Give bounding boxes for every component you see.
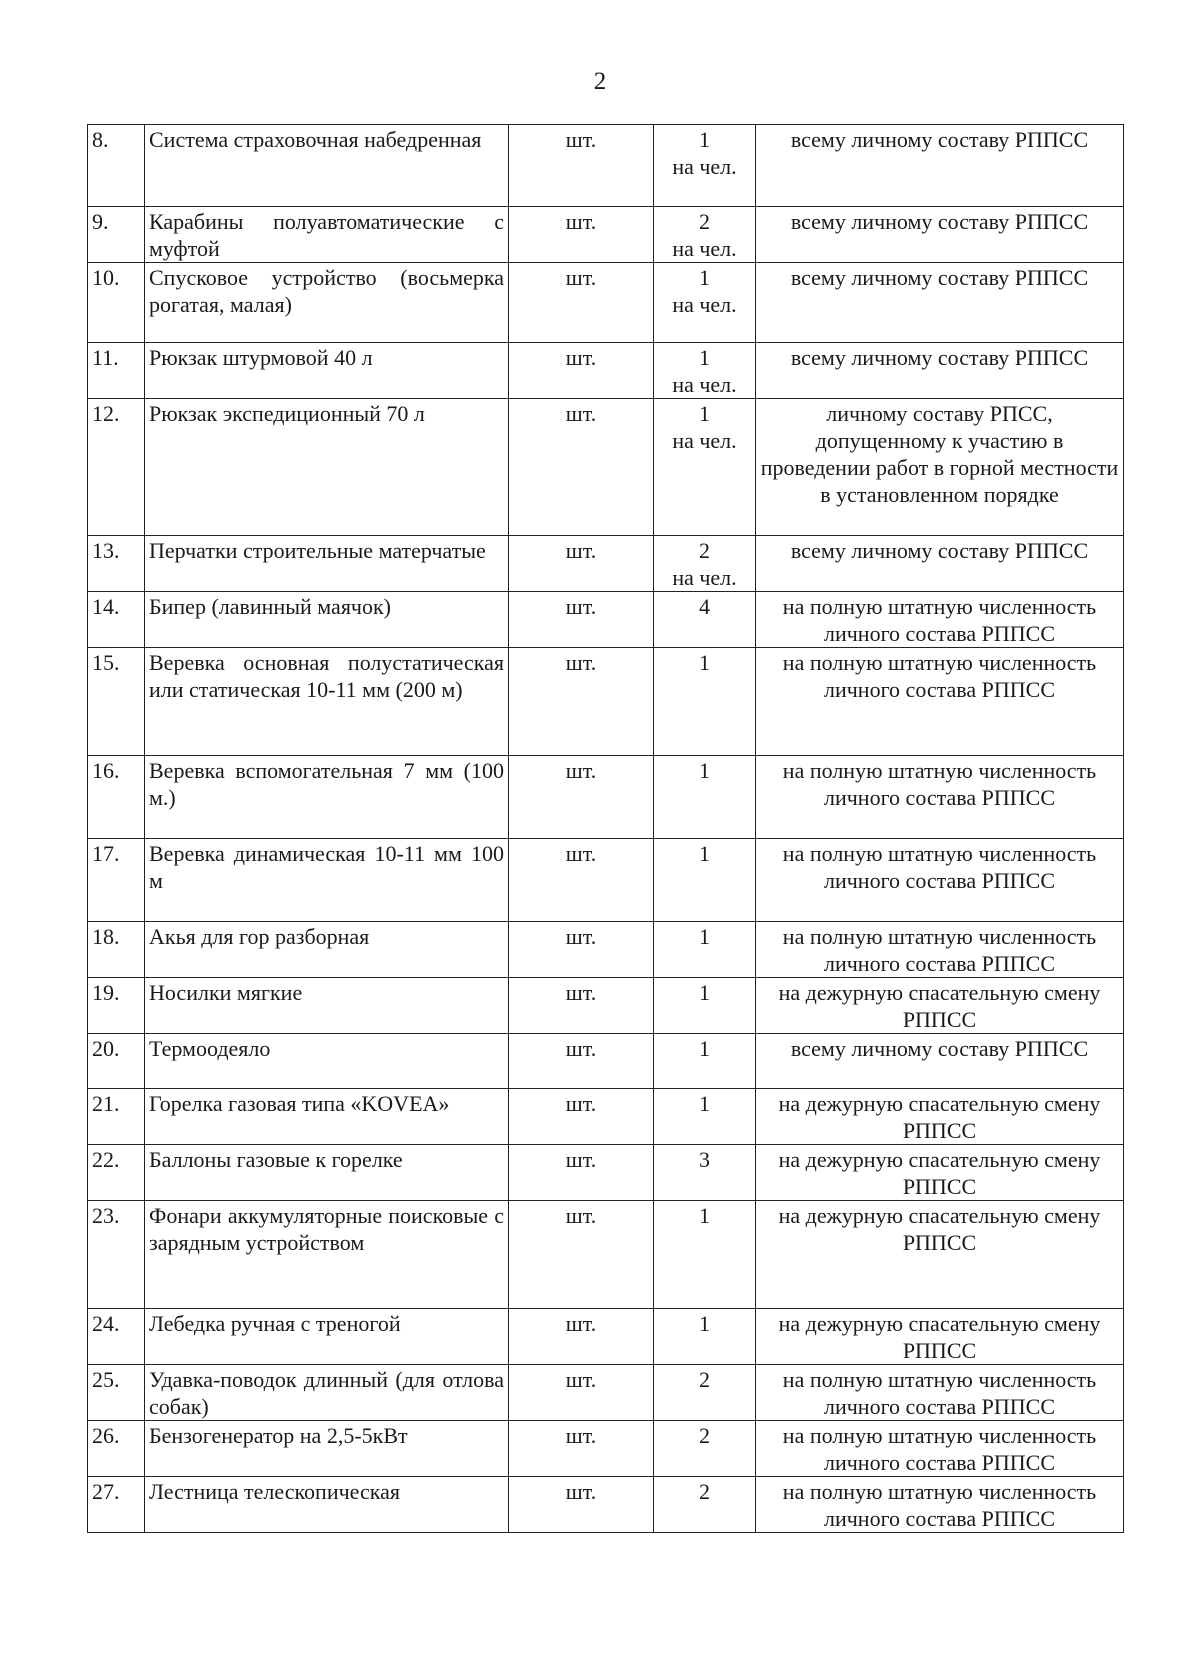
item-unit: шт. xyxy=(509,263,654,343)
item-name: Лестница телескопическая xyxy=(145,1477,509,1533)
item-allocation: всему личному составу РППСС xyxy=(756,343,1124,399)
row-number: 9. xyxy=(88,207,145,263)
table-row xyxy=(88,1201,1124,1309)
table-row xyxy=(88,1421,1124,1477)
item-name: Лебедка ручная с треногой xyxy=(145,1309,509,1365)
row-number: 26. xyxy=(88,1421,145,1477)
item-allocation: на полную штатную численность личного состава РППСС xyxy=(756,1365,1124,1421)
item-allocation: на полную штатную численность личного состава РППСС xyxy=(756,592,1124,648)
item-quantity: 4 xyxy=(654,592,756,648)
item-name: Акья для гор разборная xyxy=(145,922,509,978)
row-number: 23. xyxy=(88,1201,145,1309)
item-unit: шт. xyxy=(509,1034,654,1089)
item-quantity: 1 на чел. xyxy=(654,263,756,343)
item-allocation: на полную штатную численность личного состава РППСС xyxy=(756,1421,1124,1477)
row-number: 8. xyxy=(88,125,145,207)
item-quantity: 1 xyxy=(654,1309,756,1365)
item-allocation: на полную штатную численность личного состава РППСС xyxy=(756,922,1124,978)
item-name: Веревка динамическая 10-11 мм 100 м xyxy=(145,839,509,922)
item-unit: шт. xyxy=(509,1201,654,1309)
item-name: Перчатки строительные матерчатые xyxy=(145,536,509,592)
row-number: 24. xyxy=(88,1309,145,1365)
row-number: 12. xyxy=(88,399,145,536)
item-allocation: всему личному составу РППСС xyxy=(756,125,1124,207)
item-name: Удавка-поводок длинный (для отлова собак) xyxy=(145,1365,509,1421)
item-quantity: 3 xyxy=(654,1145,756,1201)
table-row xyxy=(88,1145,1124,1201)
item-name: Термоодеяло xyxy=(145,1034,509,1089)
item-allocation: на дежурную спасательную смену РППСС xyxy=(756,1089,1124,1145)
row-number: 25. xyxy=(88,1365,145,1421)
item-name: Спусковое устройство (восьмерка рогатая, малая) xyxy=(145,263,509,343)
item-quantity: 2 xyxy=(654,1365,756,1421)
item-allocation: всему личному составу РППСС xyxy=(756,1034,1124,1089)
table-row xyxy=(88,125,1124,207)
item-name: Веревка основная полустатическая или статическая 10-11 мм (200 м) xyxy=(145,648,509,756)
item-name: Горелка газовая типа «KOVEA» xyxy=(145,1089,509,1145)
item-name: Бензогенератор на 2,5-5кВт xyxy=(145,1421,509,1477)
item-unit: шт. xyxy=(509,125,654,207)
item-unit: шт. xyxy=(509,648,654,756)
table-row xyxy=(88,399,1124,536)
item-name: Система страховочная набедренная xyxy=(145,125,509,207)
item-unit: шт. xyxy=(509,343,654,399)
item-unit: шт. xyxy=(509,922,654,978)
item-allocation: на полную штатную численность личного состава РППСС xyxy=(756,839,1124,922)
item-unit: шт. xyxy=(509,399,654,536)
table-row xyxy=(88,1365,1124,1421)
item-allocation: всему личному составу РППСС xyxy=(756,263,1124,343)
equipment-table xyxy=(87,124,1124,1533)
item-name: Баллоны газовые к горелке xyxy=(145,1145,509,1201)
table-row xyxy=(88,207,1124,263)
table-row xyxy=(88,648,1124,756)
row-number: 10. xyxy=(88,263,145,343)
item-quantity: 1 на чел. xyxy=(654,343,756,399)
row-number: 27. xyxy=(88,1477,145,1533)
item-quantity: 2 xyxy=(654,1421,756,1477)
item-name: Рюкзак штурмовой 40 л xyxy=(145,343,509,399)
item-quantity: 2 на чел. xyxy=(654,536,756,592)
item-name: Рюкзак экспедиционный 70 л xyxy=(145,399,509,536)
item-quantity: 1 xyxy=(654,1034,756,1089)
item-quantity: 1 на чел. xyxy=(654,125,756,207)
item-unit: шт. xyxy=(509,1477,654,1533)
table-row xyxy=(88,922,1124,978)
row-number: 14. xyxy=(88,592,145,648)
item-allocation: на полную штатную численность личного состава РППСС xyxy=(756,1477,1124,1533)
row-number: 20. xyxy=(88,1034,145,1089)
page-number: 2 xyxy=(593,68,607,95)
item-unit: шт. xyxy=(509,978,654,1034)
table-row xyxy=(88,592,1124,648)
item-quantity: 1 xyxy=(654,756,756,839)
item-quantity: 1 xyxy=(654,922,756,978)
table-row xyxy=(88,756,1124,839)
item-quantity: 1 xyxy=(654,1089,756,1145)
item-name: Карабины полуавтоматические с муфтой xyxy=(145,207,509,263)
row-number: 21. xyxy=(88,1089,145,1145)
item-allocation: всему личному составу РППСС xyxy=(756,207,1124,263)
row-number: 18. xyxy=(88,922,145,978)
item-quantity: 2 xyxy=(654,1477,756,1533)
row-number: 15. xyxy=(88,648,145,756)
row-number: 16. xyxy=(88,756,145,839)
item-unit: шт. xyxy=(509,536,654,592)
item-unit: шт. xyxy=(509,756,654,839)
item-allocation: на полную штатную численность личного состава РППСС xyxy=(756,648,1124,756)
table-row xyxy=(88,978,1124,1034)
item-name: Фонари аккумуляторные поисковые с зарядным устройством xyxy=(145,1201,509,1309)
item-unit: шт. xyxy=(509,1421,654,1477)
item-name: Носилки мягкие xyxy=(145,978,509,1034)
table-row xyxy=(88,536,1124,592)
item-name: Веревка вспомогательная 7 мм (100 м.) xyxy=(145,756,509,839)
item-allocation: на дежурную спасательную смену РППСС xyxy=(756,1309,1124,1365)
row-number: 19. xyxy=(88,978,145,1034)
table-row xyxy=(88,839,1124,922)
item-unit: шт. xyxy=(509,839,654,922)
table-row xyxy=(88,343,1124,399)
item-unit: шт. xyxy=(509,1365,654,1421)
item-allocation: на полную штатную численность личного состава РППСС xyxy=(756,756,1124,839)
item-allocation: на дежурную спасательную смену РППСС xyxy=(756,1201,1124,1309)
table-row xyxy=(88,1477,1124,1533)
item-allocation: на дежурную спасательную смену РППСС xyxy=(756,1145,1124,1201)
row-number: 17. xyxy=(88,839,145,922)
table-row xyxy=(88,1309,1124,1365)
table-row xyxy=(88,1089,1124,1145)
item-unit: шт. xyxy=(509,1145,654,1201)
row-number: 11. xyxy=(88,343,145,399)
item-quantity: 1 на чел. xyxy=(654,399,756,536)
item-quantity: 1 xyxy=(654,1201,756,1309)
item-allocation: на дежурную спасательную смену РППСС xyxy=(756,978,1124,1034)
item-allocation: всему личному составу РППСС xyxy=(756,536,1124,592)
item-quantity: 1 xyxy=(654,648,756,756)
item-unit: шт. xyxy=(509,1309,654,1365)
row-number: 22. xyxy=(88,1145,145,1201)
item-unit: шт. xyxy=(509,1089,654,1145)
item-quantity: 2 на чел. xyxy=(654,207,756,263)
item-name: Бипер (лавинный маячок) xyxy=(145,592,509,648)
item-quantity: 1 xyxy=(654,839,756,922)
item-unit: шт. xyxy=(509,207,654,263)
item-quantity: 1 xyxy=(654,978,756,1034)
table-row xyxy=(88,263,1124,343)
row-number: 13. xyxy=(88,536,145,592)
item-allocation: личному составу РПСС, допущенному к участию в проведении работ в горной местности в установленном порядке xyxy=(756,399,1124,536)
item-unit: шт. xyxy=(509,592,654,648)
table-row xyxy=(88,1034,1124,1089)
